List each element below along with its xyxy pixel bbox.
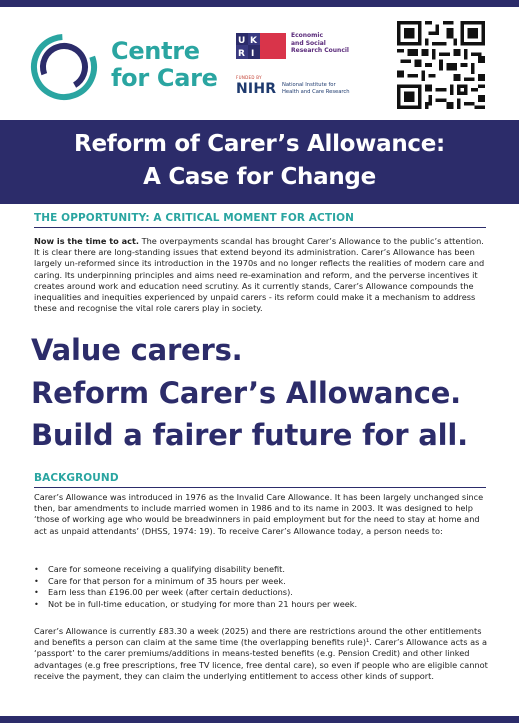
opportunity-paragraph [34,236,488,314]
page-title-line2: A Case for Change [143,164,376,190]
list-item: • Earn less than £196.00 per week (after certain deductions). [34,587,484,599]
logo-text-line1: Centre [111,37,200,65]
opportunity-heading: THE OPPORTUNITY: A CRITICAL MOMENT FOR ACTION [34,212,355,224]
background-paragraph-1: Carer’s Allowance was introduced in 1976 as the Invalid Care Allowance. It has been largely unchanged since then, bar amendments to include married women in 1986 and to its name in 2003. It was designed to help ‘those of working age who would be breadwinners in paid employment but for the need to stay at home and act as unpaid attendants’ (DHSS, 1974: 19). To receive Carer’s Allowance today, a person needs to: [34,492,484,536]
svg-text:K: K [250,36,257,46]
svg-text:R: R [238,49,245,59]
logo-wordmark [111,38,218,92]
background-divider [34,487,486,488]
list-item: • Care for someone receiving a qualifying disability benefit. [34,564,484,576]
nihr-logo: NIHR [236,81,277,97]
esrc-line2: and Social [291,39,326,47]
opportunity-divider [34,227,486,228]
list-item: • Care for that person for a minimum of 35 hours per week. [34,576,484,588]
background-heading: BACKGROUND [34,472,119,484]
esrc-line1: Economic [291,32,324,39]
slogan-line1: Value carers. [31,333,243,367]
opportunity-body: The overpayments scandal has brought Carer’s Allowance to the public’s attention. It is clear there are long-standing issues that extend beyond its administration. Carer’s Allowance has been largely un-reformed since its introduction in the 1970s and no longer reflects the realities of modern care and caring. Its underpinning principles and aims need re-examination and reform, and the perverse incentives it creates around work and education need scrutiny. As it currently stands, Carer’s Allowance compounds the inequalities and inequities experienced by unpaid carers - its reform could make it a mechanism to address these and recognise the vital role carers play in society. [34,236,485,314]
opportunity-lead: Now is the time to act. [34,236,140,246]
slogan-line3: Build a fairer future for all. [31,418,468,452]
funded-by-label: FUNDED BY [236,75,262,80]
top-border [0,0,519,7]
svg-text:I: I [251,49,255,59]
slogan-line2: Reform Carer’s Allowance. [31,376,462,410]
page-title-line1: Reform of Carer’s Allowance: [74,131,445,157]
nihr-line2: Health and Care Research [282,88,350,95]
nihr-label [282,82,377,95]
background-paragraph-2: Carer’s Allowance is currently £83.30 a week (2025) and there are restrictions around the other entitlements and benefits a person can claim at the same time (the overlapping benefits rule)¹. Carer’s Allowance acts as a ‘passport’ to the carer premiums/additions in means-tested benefits (e.g. Pension Credit) and other linked advantages (e.g free prescriptions, free TV licence, free dental care), so even if people who are eligible cannot receive the payment, they can claim the underlying entitlement to access other kinds of support. [34,626,488,681]
svg-text:U: U [238,36,246,46]
bottom-border [0,716,519,723]
nihr-line1: National Institute for [282,82,336,88]
qr-code-icon[interactable] [397,21,485,109]
list-item: • Not be in full-time education, or studying for more than 21 hours per week. [34,599,484,611]
centre-for-care-logo-icon [29,32,99,102]
ukri-logo [236,33,286,59]
esrc-label [291,32,371,55]
esrc-line3: Research Council [291,47,349,54]
eligibility-list [34,564,484,610]
logo-text-line2: for Care [111,64,218,92]
